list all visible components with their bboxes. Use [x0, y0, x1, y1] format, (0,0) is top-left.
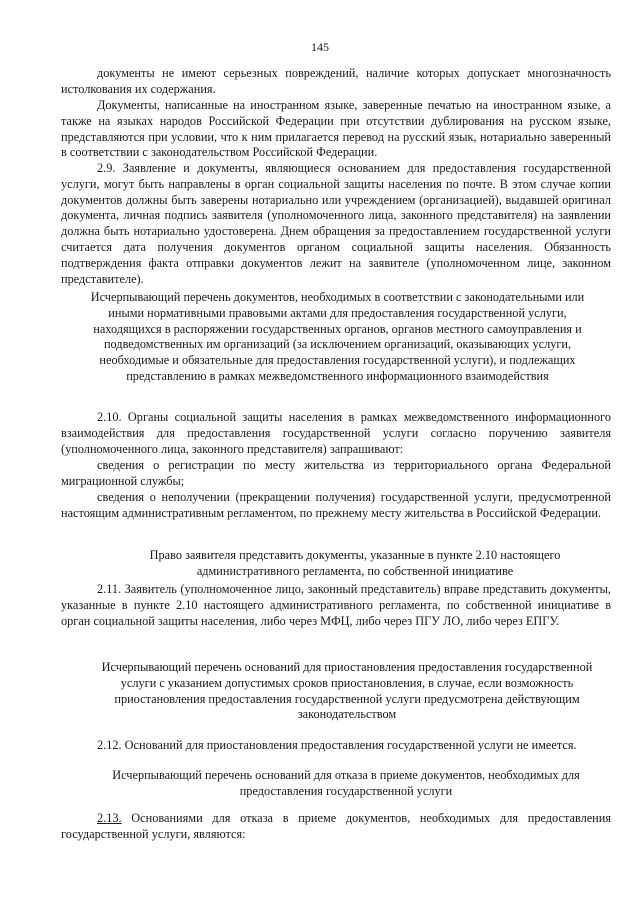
heading-text: Исчерпывающий перечень оснований для приостановления предоставления государственной услуги с указанием допустимых сроков приостановления, в случае, если возможность приостановления предоставления государственной услуги предусмотрена действующим законодательством	[101, 660, 593, 722]
paragraph-text: 2.10. Органы социальной защиты населения в рамках межведомственного информационного взаимодействия для предоставления государственной услуги согласно поручению заявителя (уполномоченного лица, законного представителя) запрашивают:	[61, 410, 611, 456]
paragraph-text	[61, 811, 611, 843]
paragraph-text: 2.9. Заявление и документы, являющиеся основанием для предоставления государственной услуги, могут быть направлены в орган социальной защиты населения по почте. В этом случае копии документов должны быть заверены нотариально или учреждением (организацией), выдавшей оригинал документа, личная подпись заявителя (уполномоченного лица, законного представителя) на заявлении должна быть нотариально удостоверена. Днем обращения за предоставлением государственной услуги считается дата получения документов органом социальной защиты населения. Обязанность подтверждения факта отправки документов лежит на заявителе (уполномоченном лице, законном представителе).	[61, 161, 611, 286]
paragraph-documents-damage	[61, 66, 611, 98]
section-heading-applicant-right	[110, 548, 600, 580]
paragraph-2-10	[61, 410, 611, 457]
heading-text: Исчерпывающий перечень оснований для отказа в приеме документов, необходимых для предоставления государственной услуги	[112, 768, 580, 798]
paragraph-2-12	[61, 738, 611, 754]
heading-text: Исчерпывающий перечень документов, необходимых в соответствии с законодательными или иными нормативными правовыми актами для предоставления государственной услуги, находящихся в распоряжении государственных органов, органов местного самоуправления и подведомственных им организаций (за исключением организаций, оказывающих услуги, необходимые и обязательные для предоставления государственной услуги), и подлежащих представлению в рамках межведомственного информационного взаимодействия	[90, 290, 585, 383]
paragraph-text: сведения о неполучении (прекращении получения) государственной услуги, предусмотренной настоящим административным регламентом, по прежнему месту жительства в Российской Федерации.	[61, 490, 611, 520]
paragraph-2-9	[61, 161, 611, 287]
clause-number: 2.13.	[97, 811, 122, 825]
clause-text: Основаниями для отказа в приеме документов, необходимых для предоставления государственной услуги, являются:	[61, 811, 611, 841]
paragraph-2-11	[61, 582, 611, 629]
paragraph-text: Документы, написанные на иностранном языке, заверенные печатью на иностранном языке, а также на языках народов Российской Федерации при отсутствии дублирования на русском языке, представляются при условии, что к ним прилагается перевод на русский язык, нотариально заверенный в соответствии с законодательством Российской Федерации.	[61, 98, 611, 160]
paragraph-text: документы не имеют серьезных повреждений, наличие которых допускает многозначность истолкования их содержания.	[61, 66, 611, 96]
paragraph-2-13	[61, 811, 611, 843]
paragraph-text: 2.11. Заявитель (уполномоченное лицо, законный представитель) вправе представить документы, указанные в пункте 2.10 настоящего административного регламента, по собственной инициативе в орган социальной защиты населения, либо через МФЦ, либо через ПГУ ЛО, либо через ЕПГУ.	[61, 582, 611, 628]
paragraph-foreign-documents	[61, 98, 611, 161]
section-heading-suspension	[92, 660, 602, 723]
paragraph-text: сведения о регистрации по месту жительства из территориального органа Федеральной миграционной службы;	[61, 458, 611, 488]
paragraph-registration-info	[61, 458, 611, 490]
paragraph-text: 2.12. Оснований для приостановления предоставления государственной услуги не имеется.	[97, 738, 577, 752]
section-heading-refusal	[90, 768, 602, 800]
section-heading-documents-list	[75, 290, 600, 385]
page-number: 145	[311, 40, 329, 54]
paragraph-non-receipt-info	[61, 490, 611, 522]
heading-text: Право заявителя представить документы, указанные в пункте 2.10 настоящего административного регламента, по собственной инициативе	[149, 548, 561, 578]
